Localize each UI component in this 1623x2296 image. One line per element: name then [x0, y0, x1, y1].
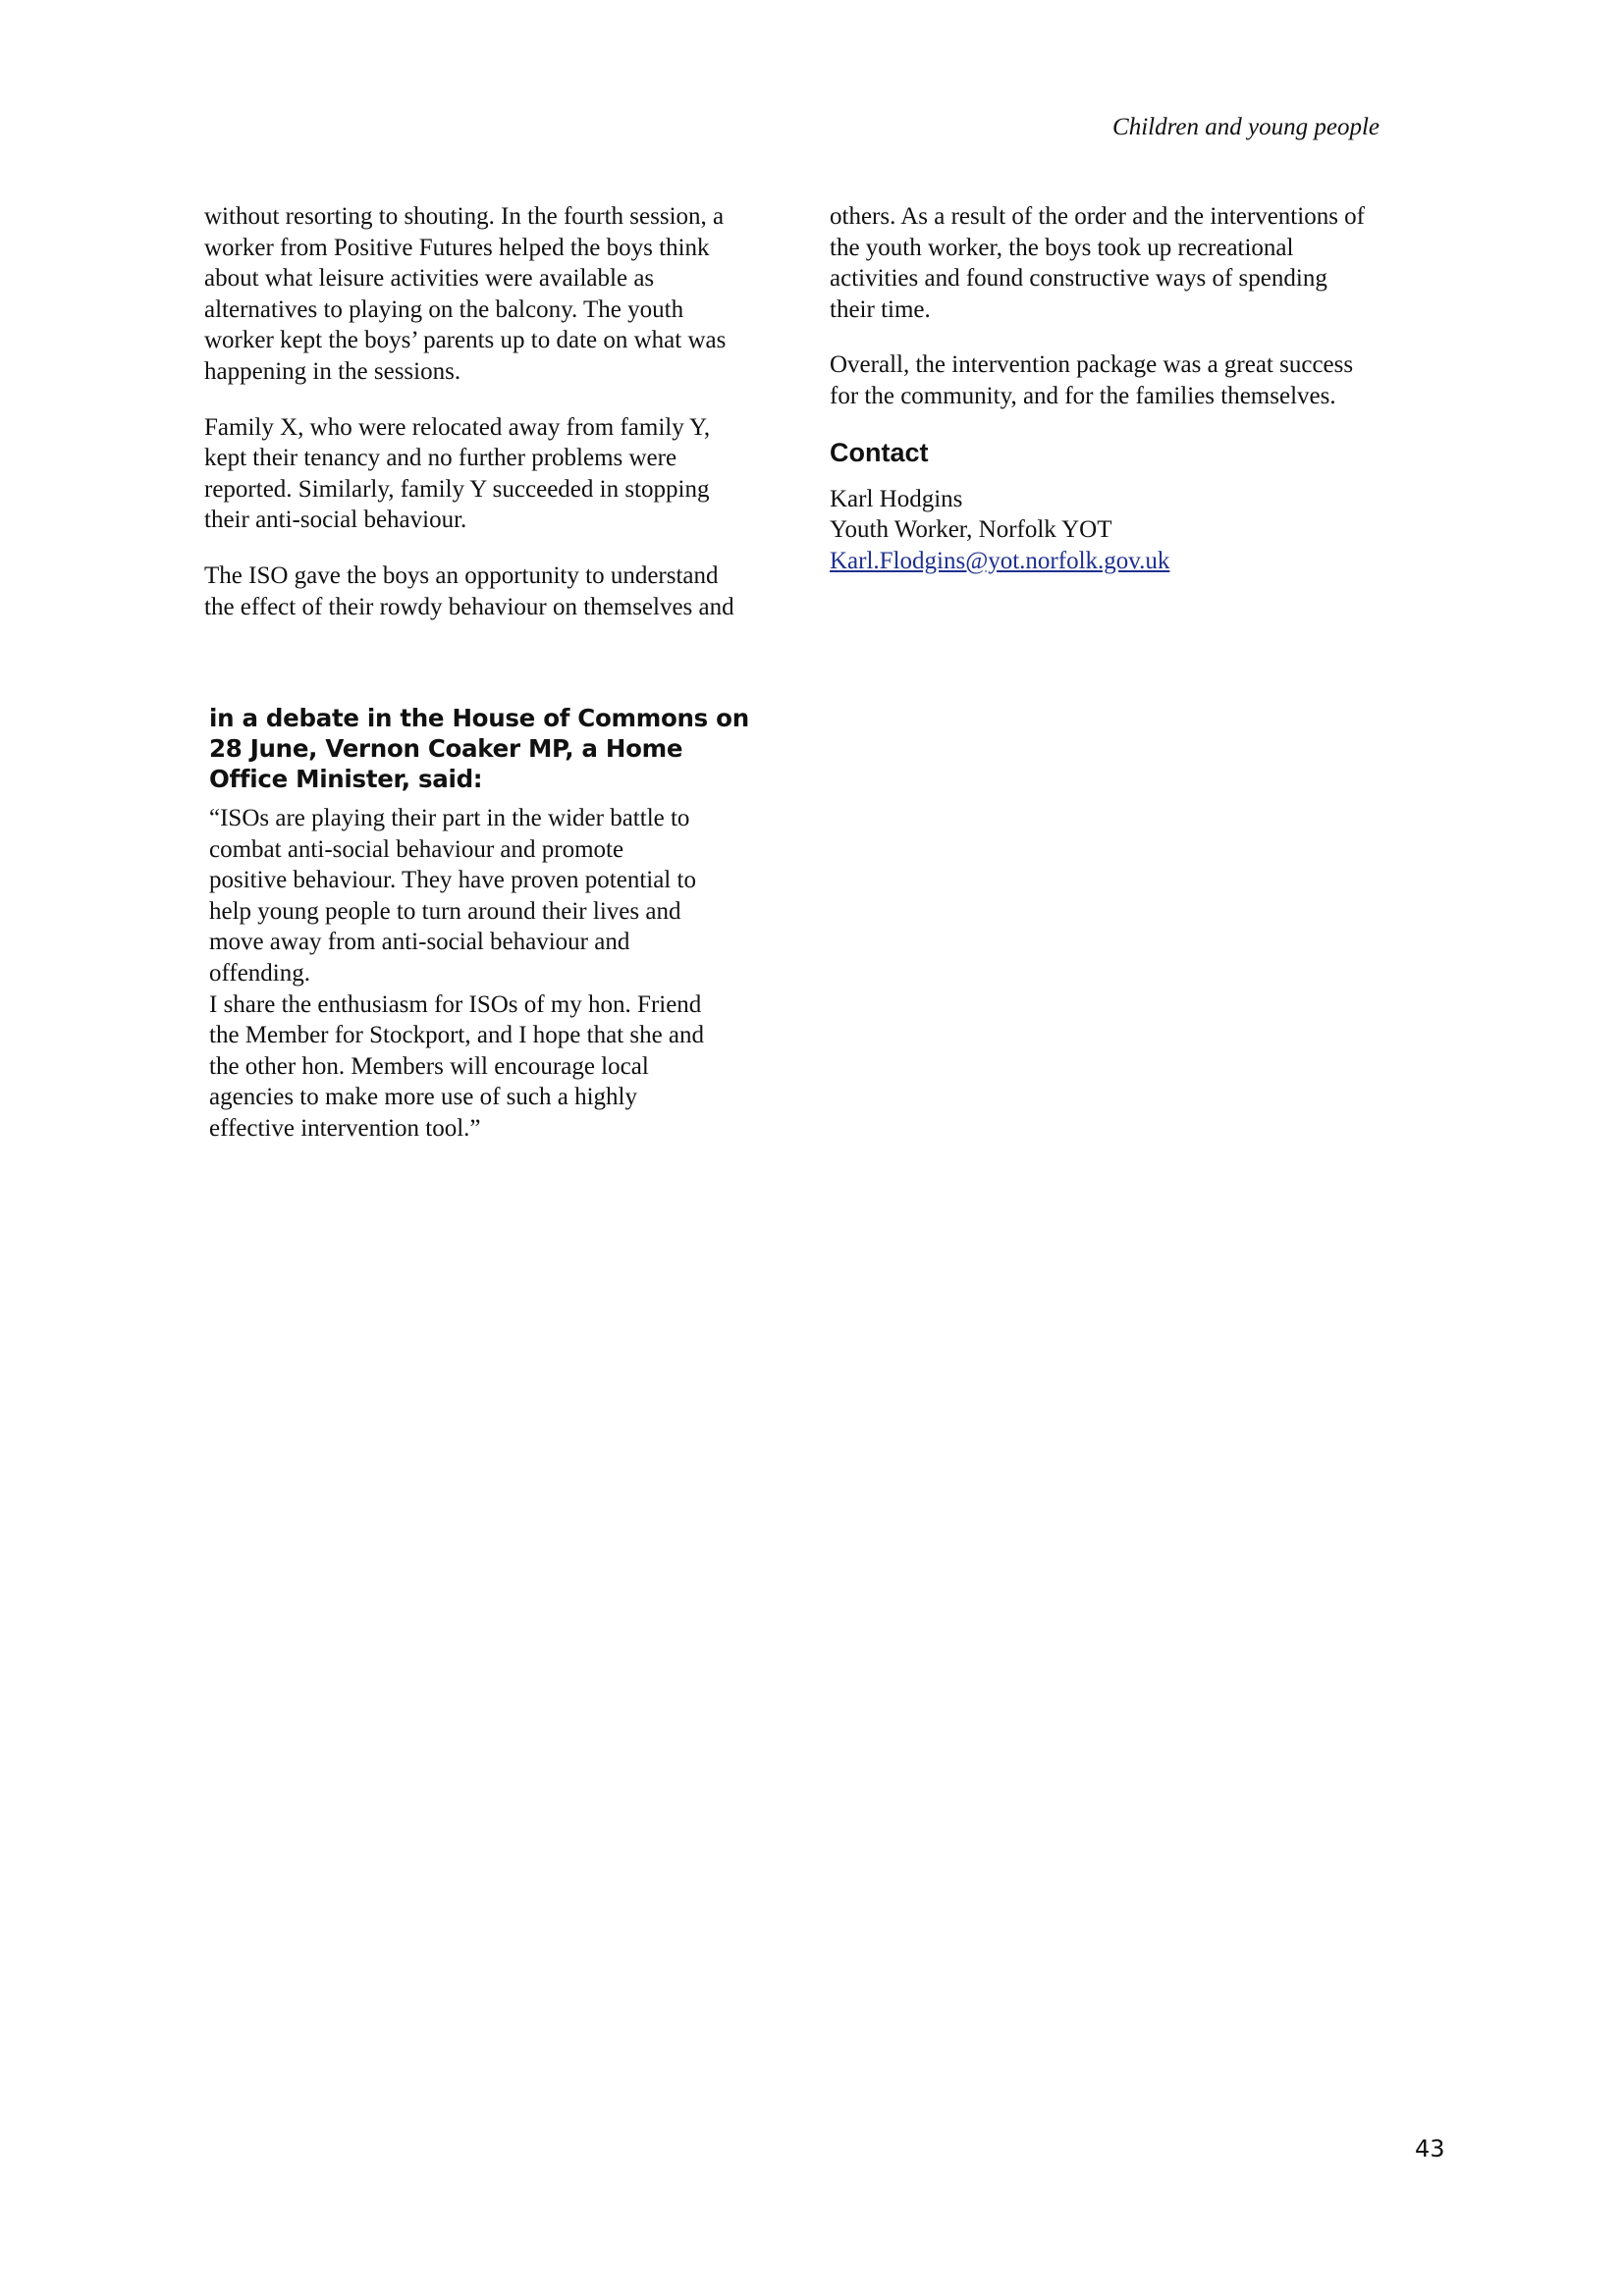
quote-line: positive behaviour. They have proven potential to — [209, 867, 696, 894]
quote-line: I share the enthusiasm for ISOs of my hon. Friend — [209, 990, 702, 1018]
contact-block — [830, 484, 1419, 577]
quote-heading-line: Office Minister, said: — [209, 765, 483, 793]
right-column — [830, 201, 1419, 576]
text-line: reported. Similarly, family Y succeeded in stopping — [204, 475, 710, 503]
text-line: worker from Positive Futures helped the boys think — [204, 234, 710, 261]
paragraph — [830, 349, 1419, 411]
text-line: Family X, who were relocated away from family Y, — [204, 413, 711, 441]
text-line: without resorting to shouting. In the fourth session, a — [204, 203, 725, 230]
page-number: 43 — [1415, 2135, 1445, 2163]
quote-line: help young people to turn around their lives and — [209, 897, 681, 925]
text-line: happening in the sessions. — [204, 357, 461, 385]
contact-name: Karl Hodgins — [830, 485, 963, 512]
running-header: Children and young people — [1112, 114, 1380, 140]
quote-line: combat anti-social behaviour and promote — [209, 835, 624, 863]
quote-heading — [209, 703, 798, 794]
text-line: about what leisure activities were available as — [204, 265, 655, 293]
left-column — [204, 201, 784, 647]
quote-box — [209, 703, 798, 1145]
text-line: the effect of their rowdy behaviour on themselves and — [204, 593, 734, 620]
quote-heading-line: 28 June, Vernon Coaker MP, a Home — [209, 734, 683, 763]
quote-line: “ISOs are playing their part in the wider battle to — [209, 805, 690, 831]
quote-line: the Member for Stockport, and I hope that she and — [209, 1022, 705, 1049]
text-line: their anti-social behaviour. — [204, 507, 467, 534]
text-line: alternatives to playing on the balcony. The youth — [204, 295, 684, 323]
text-line: activities and found constructive ways of spending — [830, 265, 1327, 293]
text-line: others. As a result of the order and the interventions of — [830, 203, 1365, 230]
text-line: worker kept the boys’ parents up to date on what was — [204, 327, 727, 354]
text-line: for the community, and for the families themselves. — [830, 382, 1336, 409]
text-line: kept their tenancy and no further problems were — [204, 445, 677, 472]
paragraph — [830, 201, 1419, 325]
quote-heading-line: in a debate in the House of Commons on — [209, 704, 749, 732]
contact-email-link[interactable]: Karl.Flodgins@yot.norfolk.gov.uk — [830, 547, 1170, 574]
quote-line: move away from anti-social behaviour and — [209, 929, 630, 956]
contact-heading: Contact — [830, 437, 929, 467]
quote-line: effective intervention tool.” — [209, 1114, 481, 1142]
paragraph — [204, 201, 784, 388]
paragraph — [204, 561, 784, 622]
text-line: The ISO gave the boys an opportunity to understand — [204, 561, 719, 589]
quote-body — [209, 803, 798, 1145]
text-line: the youth worker, the boys took up recreational — [830, 234, 1294, 261]
text-line: their time. — [830, 295, 931, 323]
contact-role: Youth Worker, Norfolk YOT — [830, 516, 1112, 544]
quote-line: offending. — [209, 959, 310, 987]
quote-line: the other hon. Members will encourage local — [209, 1052, 649, 1080]
quote-line: agencies to make more use of such a highly — [209, 1084, 637, 1111]
text-line: Overall, the intervention package was a great success — [830, 351, 1354, 379]
paragraph — [204, 412, 784, 536]
